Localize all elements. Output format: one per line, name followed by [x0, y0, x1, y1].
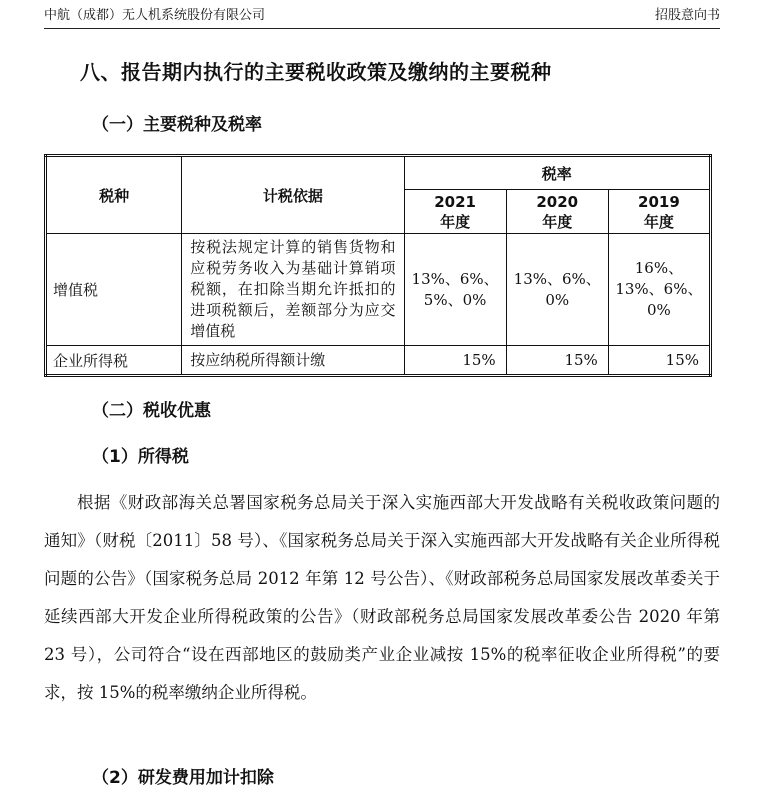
- item-title-rd-deduction: （2）研发费用加计扣除: [92, 768, 274, 788]
- header-company: 中航（成都）无人机系统股份有限公司: [44, 8, 266, 23]
- header-year-2020: 2020 年度: [506, 190, 608, 234]
- header-tax-type: 税种: [46, 156, 182, 234]
- header-tax-rate: 税率: [404, 156, 710, 190]
- subsection-title-tax-rates: （一）主要税种及税率: [92, 115, 262, 135]
- rate-cell-2021: 13%、6%、5%、0%: [404, 234, 506, 346]
- table-header-row: [46, 156, 711, 190]
- tax-rate-table: [44, 154, 712, 377]
- tax-basis-cell: 按应纳税所得额计缴: [182, 346, 404, 376]
- rate-cell-2020: 15%: [506, 346, 608, 376]
- tax-type-cell: 企业所得税: [46, 346, 182, 376]
- subsection-title-tax-incentives: （二）税收优惠: [92, 401, 211, 421]
- item-title-income-tax: （1）所得税: [92, 447, 189, 467]
- rate-cell-2021: 15%: [404, 346, 506, 376]
- rate-cell-2019: 16%、13%、6%、0%: [608, 234, 710, 346]
- rate-cell-2019: 15%: [608, 346, 710, 376]
- header-tax-basis: 计税依据: [182, 156, 404, 234]
- tax-basis-cell: 按税法规定计算的销售货物和应税劳务收入为基础计算销项税额，在扣除当期允许抵扣的进项税额后，差额部分为应交增值税: [182, 234, 404, 346]
- page-header: [44, 6, 720, 29]
- tax-type-cell: 增值税: [46, 234, 182, 346]
- section-title: 八、报告期内执行的主要税收政策及缴纳的主要税种: [80, 60, 552, 84]
- income-tax-paragraph: [44, 484, 720, 712]
- table-row: [46, 346, 711, 376]
- header-year-2021: 2021 年度: [404, 190, 506, 234]
- table-row: [46, 234, 711, 346]
- rate-cell-2020: 13%、6%、0%: [506, 234, 608, 346]
- header-doc-type: 招股意向书: [654, 8, 720, 23]
- paragraph-text: 根据《财政部海关总署国家税务总局关于深入实施西部大开发战略有关税收政策问题的通知》（财税〔2011〕58 号）、《国家税务总局关于深入实施西部大开发战略有关企业所得税问题的公告》（国家税务总局 2012 年第 12 号公告）、《财政部税务总局国家发展改革委关于延续西部大开发企业所得税政策的公告》（财政部税务总局国家发展改革委公告 2020 年第 23 号），公司符合“设在西部地区的鼓励类产业企业减按 15%的税率征收企业所得税”的要求，按 15%的税率缴纳企业所得税。: [44, 493, 720, 702]
- header-year-2019: 2019 年度: [608, 190, 710, 234]
